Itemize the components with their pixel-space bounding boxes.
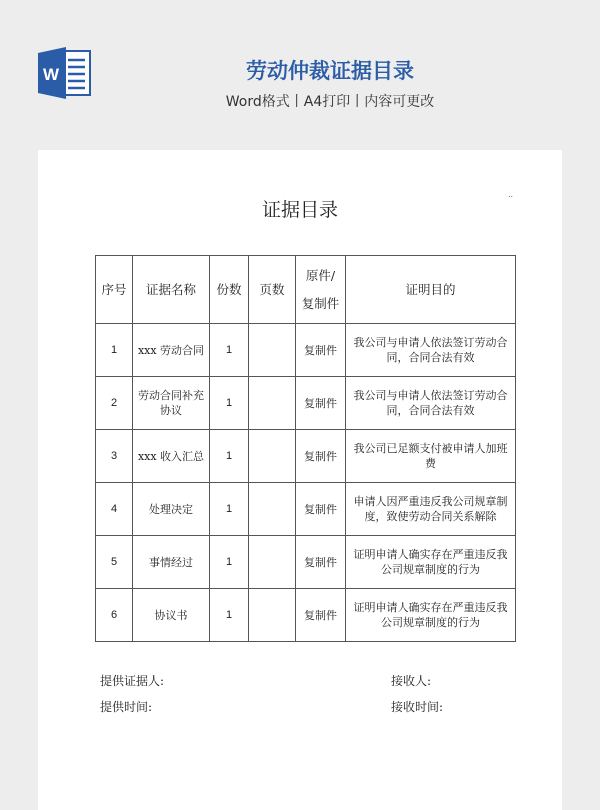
receiver-label: 接收人: bbox=[391, 674, 432, 688]
pages bbox=[249, 377, 296, 430]
table-row bbox=[96, 589, 516, 642]
row-number: 5 bbox=[96, 536, 133, 589]
evidence-name: 劳动合同补充协议 bbox=[133, 377, 210, 430]
col-header: 页数 bbox=[249, 256, 296, 324]
col-header: 原件/复制件 bbox=[296, 256, 346, 324]
logo-letter: W bbox=[42, 65, 60, 84]
original-or-copy: 复制件 bbox=[296, 589, 346, 642]
row-number: 1 bbox=[96, 324, 133, 377]
evidence-name: xxx 收入汇总 bbox=[133, 430, 210, 483]
row-number: 3 bbox=[96, 430, 133, 483]
corner-mark: .. bbox=[508, 190, 514, 199]
table-row bbox=[96, 536, 516, 589]
original-or-copy: 复制件 bbox=[296, 377, 346, 430]
evidence-name: 事情经过 bbox=[133, 536, 210, 589]
pages bbox=[249, 324, 296, 377]
copies: 1 bbox=[210, 536, 249, 589]
document-title: 证据目录 bbox=[261, 199, 338, 221]
pages bbox=[249, 483, 296, 536]
evidence-name: 协议书 bbox=[133, 589, 210, 642]
copies: 1 bbox=[210, 377, 249, 430]
pages bbox=[249, 536, 296, 589]
purpose: 证明申请人确实存在严重违反我公司规章制度的行为 bbox=[346, 589, 516, 642]
purpose: 我公司已足额支付被申请人加班费 bbox=[346, 430, 516, 483]
col-header: 证据名称 bbox=[133, 256, 210, 324]
purpose: 我公司与申请人依法签订劳动合同，合同合法有效 bbox=[346, 324, 516, 377]
provider-label: 提供证据人: bbox=[100, 674, 165, 688]
evidence-name: 处理决定 bbox=[133, 483, 210, 536]
receive-time-label: 接收时间: bbox=[391, 700, 444, 714]
table-row bbox=[96, 483, 516, 536]
col-header: 序号 bbox=[96, 256, 133, 324]
original-or-copy: 复制件 bbox=[296, 536, 346, 589]
provide-time-label: 提供时间: bbox=[100, 700, 153, 714]
original-or-copy: 复制件 bbox=[296, 324, 346, 377]
table-row bbox=[96, 324, 516, 377]
purpose: 申请人因严重违反我公司规章制度，致使劳动合同关系解除 bbox=[346, 483, 516, 536]
col-header: 份数 bbox=[210, 256, 249, 324]
copies: 1 bbox=[210, 589, 249, 642]
original-or-copy: 复制件 bbox=[296, 430, 346, 483]
copies: 1 bbox=[210, 483, 249, 536]
evidence-table bbox=[95, 255, 516, 642]
subtitle: Word格式丨A4打印丨内容可更改 bbox=[225, 94, 435, 110]
table-row bbox=[96, 430, 516, 483]
evidence-name: xxx 劳动合同 bbox=[133, 324, 210, 377]
purpose: 我公司与申请人依法签订劳动合同，合同合法有效 bbox=[346, 377, 516, 430]
page-title: 劳动仲裁证据目录 bbox=[246, 59, 414, 83]
row-number: 6 bbox=[96, 589, 133, 642]
copies: 1 bbox=[210, 324, 249, 377]
pages bbox=[249, 430, 296, 483]
original-or-copy: 复制件 bbox=[296, 483, 346, 536]
copies: 1 bbox=[210, 430, 249, 483]
table-header-row bbox=[96, 256, 516, 324]
pages bbox=[249, 589, 296, 642]
col-header: 证明目的 bbox=[346, 256, 516, 324]
purpose: 证明申请人确实存在严重违反我公司规章制度的行为 bbox=[346, 536, 516, 589]
row-number: 4 bbox=[96, 483, 133, 536]
table-row bbox=[96, 377, 516, 430]
row-number: 2 bbox=[96, 377, 133, 430]
